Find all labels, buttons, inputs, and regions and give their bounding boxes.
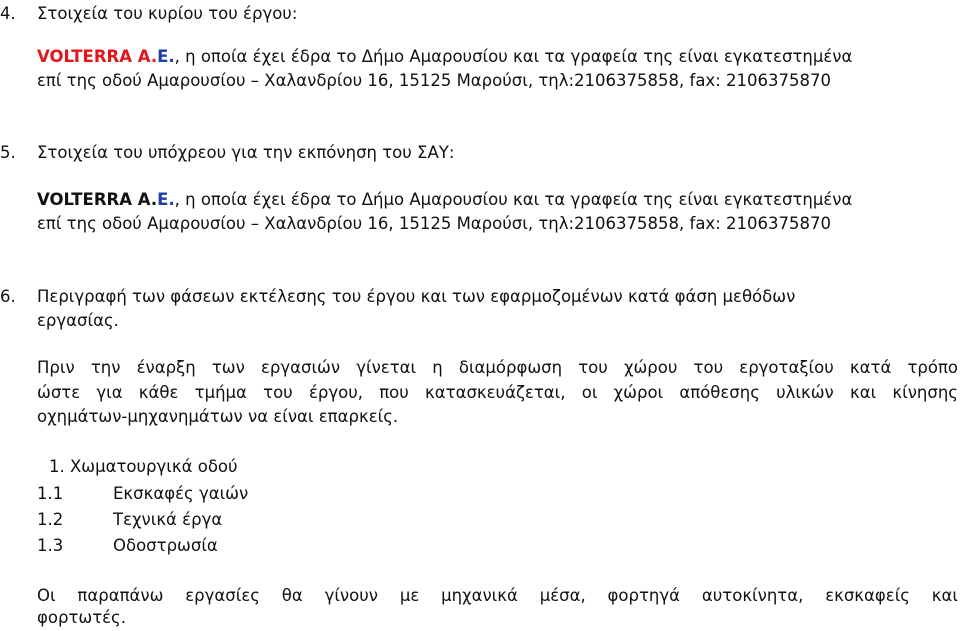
- list-item-label: Τεχνικά έργα: [113, 510, 223, 529]
- section-number: 5.: [0, 143, 16, 162]
- list-heading: 1. Χωματουργικά οδού: [49, 457, 238, 476]
- company-description: , η οποία έχει έδρα το Δήμο Αμαρουσίου και τα γραφεία της είναι εγκατεστημένα: [174, 190, 853, 209]
- section-title: Περιγραφή των φάσεων εκτέλεσης του έργου και των εφαρμοζομένων κατά φάση μεθόδων: [37, 287, 796, 306]
- company-description: , η οποία έχει έδρα το Δήμο Αμαρουσίου και τα γραφεία της είναι εγκατεστημένα: [174, 47, 853, 66]
- list-item-number: 1.3: [37, 536, 64, 555]
- section-title: Στοιχεία του υπόχρεου για την εκπόνηση του ΣΑΥ:: [37, 143, 455, 162]
- list-item: [37, 509, 222, 531]
- company-name-suffix: E.: [157, 190, 175, 209]
- company-address: επί της οδού Αμαρουσίου – Χαλανδρίου 16, 15125 Μαρούσι, τηλ:2106375858, fax: 2106375870: [37, 214, 831, 233]
- list-item-number: 1.1: [37, 484, 64, 503]
- section-number: 6.: [0, 287, 16, 306]
- list-item: [37, 535, 218, 557]
- paragraph-line: ώστε για κάθε τμήμα του έργου, που κατασκευάζεται, οι χώροι απόθεσης υλικών και κίνησης: [37, 383, 958, 402]
- section-6-heading-continued: [37, 310, 119, 332]
- section-5-company-line: [37, 189, 852, 211]
- paragraph-line: Οι παραπάνω εργασίες θα γίνουν με μηχανικά μέσα, φορτηγά αυτοκίνητα, εκσκαφείς και: [37, 586, 958, 605]
- section-4-company-line: [37, 46, 852, 68]
- list-item: [37, 483, 248, 505]
- section-5-address-line: [37, 213, 831, 235]
- section-title-continued: εργασίας.: [37, 311, 119, 330]
- paragraph-line: οχημάτων-μηχανημάτων να είναι επαρκείς.: [37, 407, 399, 426]
- company-name-suffix: E.: [157, 47, 175, 66]
- list-item-label: Εκσκαφές γαιών: [113, 484, 249, 503]
- list-item-number: 1.2: [37, 510, 64, 529]
- section-number: 4.: [0, 4, 16, 23]
- company-name: VOLTERRA A.: [37, 47, 158, 66]
- company-address: επί της οδού Αμαρουσίου – Χαλανδρίου 16, 15125 Μαρούσι, τηλ:2106375858, fax: 2106375870: [37, 71, 831, 90]
- paragraph-line: φορτωτές.: [37, 608, 126, 627]
- company-name: VOLTERRA A.: [37, 190, 158, 209]
- list-item-label: Οδοστρωσία: [113, 536, 218, 555]
- section-4-address-line: [37, 70, 831, 92]
- section-title: Στοιχεία του κυρίου του έργου:: [37, 4, 298, 23]
- paragraph-line: Πριν την έναρξη των εργασιών γίνεται η διαμόρφωση του χώρου του εργοταξίου κατά τρόπο: [37, 358, 958, 377]
